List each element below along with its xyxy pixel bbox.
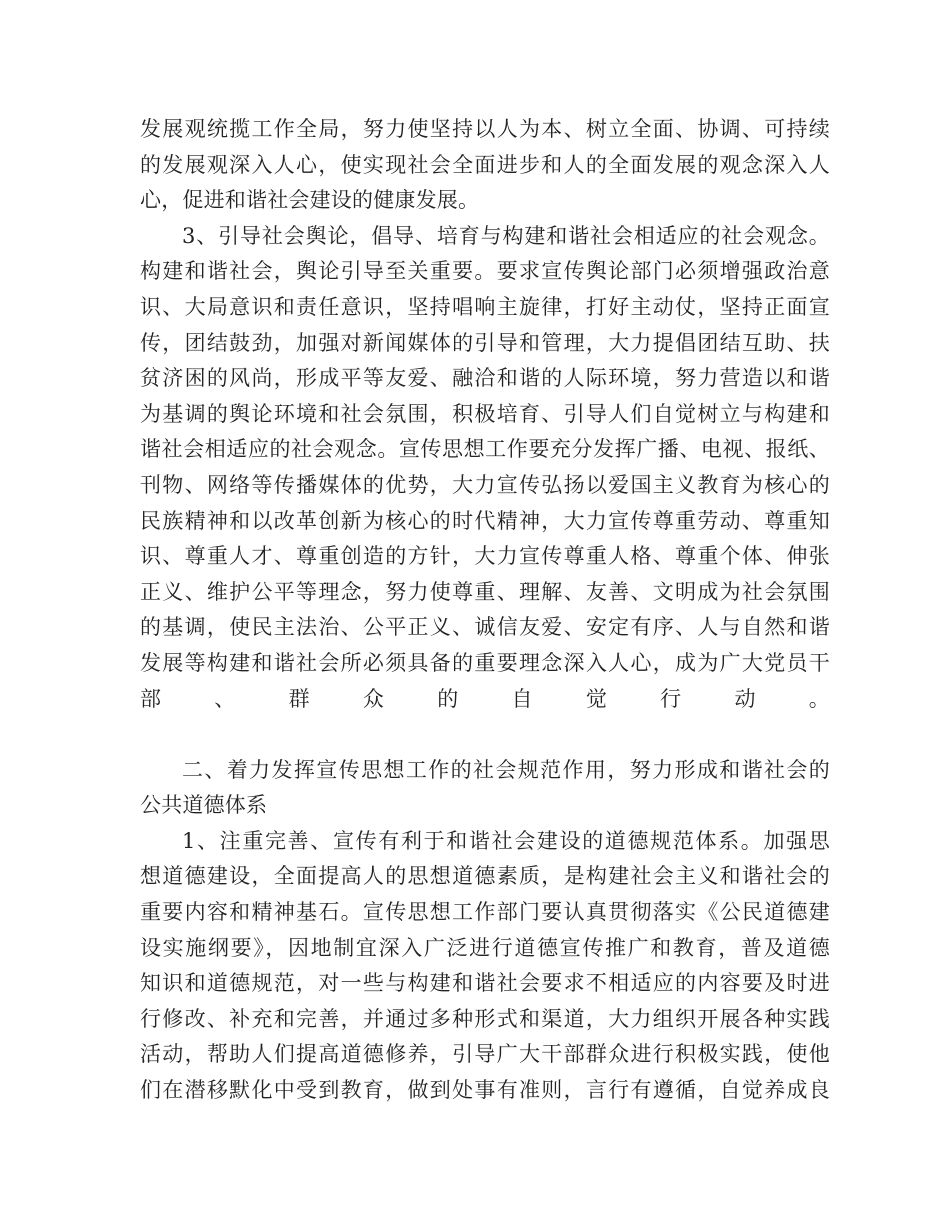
text-line: 发展等构建和谐社会所必须具备的重要理念深入人心，成为广大党员干 [140,650,830,675]
text-line: 构建和谐社会，舆论引导至关重要。要求宣传舆论部门必须增强政治意 [140,259,830,284]
paragraph-1 [140,112,830,219]
text-line: 心，促进和谐社会建设的健康发展。 [140,188,480,213]
text-line: 3、引导社会舆论，倡导、培育与构建和谐社会相适应的社会观念。 [182,223,830,248]
text-line: 想道德建设，全面提高人的思想道德素质，是构建社会主义和谐社会的 [140,864,830,889]
text-line: 刊物、网络等传播媒体的优势，大力宣传弘扬以爱国主义教育为核心的 [140,472,830,497]
text-line: 1、注重完善、宣传有利于和谐社会建设的道德规范体系。加强思 [182,828,830,853]
text-line: 传，团结鼓劲，加强对新闻媒体的引导和管理，大力提倡团结互助、扶 [140,330,830,355]
text-line: 们在潜移默化中受到教育，做到处事有准则，言行有遵循，自觉养成良 [140,1078,830,1103]
document-body [140,112,830,1109]
paragraph-4 [140,824,830,1109]
text-line: 公共道德体系 [140,793,268,818]
section-heading [140,753,830,824]
text-line: 识、大局意识和责任意识，坚持唱响主旋律，打好主动仗，坚持正面宣 [140,294,830,319]
text-line: 行修改、补充和完善，并通过多种形式和渠道，大力组织开展各种实践 [140,1006,830,1031]
text-line: 发展观统揽工作全局，努力使坚持以人为本、树立全面、协调、可持续 [140,117,830,141]
text-line: 谐社会相适应的社会观念。宣传思想工作要充分发挥广播、电视、报纸、 [140,437,830,462]
text-line: 活动，帮助人们提高道德修养，引导广大干部群众进行积极实践，使他 [140,1042,830,1067]
text-line: 为基调的舆论环境和社会氛围，积极培育、引导人们自觉树立与构建和 [140,401,830,426]
text-line: 部、群众的自觉行动。 [140,686,830,711]
text-line: 民族精神和以改革创新为核心的时代精神，大力宣传尊重劳动、尊重知 [140,508,830,533]
text-line: 二、着力发挥宣传思想工作的社会规范作用，努力形成和谐社会的 [182,757,830,782]
text-line: 设实施纲要》，因地制宜深入广泛进行道德宣传推广和教育，普及道德 [140,935,830,960]
paragraph-2 [140,219,830,753]
text-line: 的发展观深入人心，使实现社会全面进步和人的全面发展的观念深入人 [140,152,830,177]
text-line: 贫济困的风尚，形成平等友爱、融洽和谐的人际环境，努力营造以和谐 [140,366,830,391]
text-line: 重要内容和精神基石。宣传思想工作部门要认真贯彻落实《公民道德建 [140,900,830,925]
text-line: 知识和道德规范，对一些与构建和谐社会要求不相适应的内容要及时进 [140,971,830,996]
text-line [140,717,830,753]
text-line: 的基调，使民主法治、公平正义、诚信友爱、安定有序、人与自然和谐 [140,615,830,640]
text-line: 正义、维护公平等理念，努力使尊重、理解、友善、文明成为社会氛围 [140,579,830,604]
text-line: 识、尊重人才、尊重创造的方针，大力宣传尊重人格、尊重个体、伸张 [140,544,830,569]
